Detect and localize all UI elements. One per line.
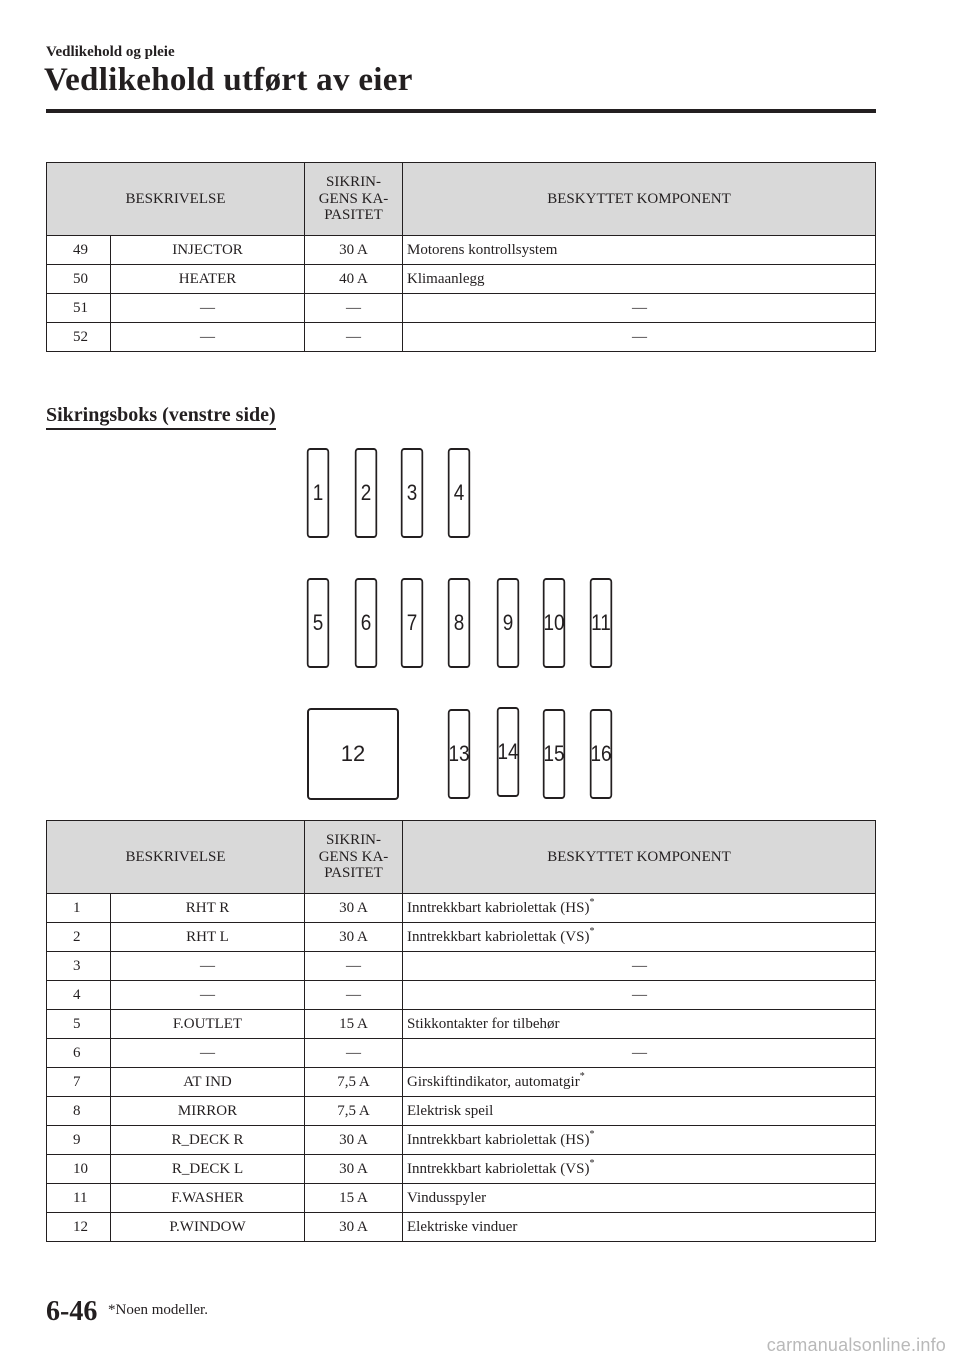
- fuse-number: 51: [47, 294, 111, 323]
- col-header-description: BESKRIVELSE: [47, 163, 305, 236]
- protected-component: Elektriske vinduer: [403, 1213, 876, 1242]
- protected-component: Elektrisk speil: [403, 1097, 876, 1126]
- fuse-number: 8: [47, 1097, 111, 1126]
- footnote-marker: *: [589, 925, 595, 937]
- footnote-marker: *: [589, 1157, 595, 1169]
- fuse-number: 50: [47, 265, 111, 294]
- fuse-description: R_DECK L: [111, 1155, 305, 1184]
- table-row: [47, 1155, 876, 1184]
- footnote-marker: *: [579, 1070, 585, 1082]
- section-label: Vedlikehold og pleie: [46, 44, 175, 60]
- fuse-number: 11: [47, 1184, 111, 1213]
- fuse-7: 7: [401, 578, 423, 668]
- table-row: [47, 952, 876, 981]
- fuse-number: 1: [47, 894, 111, 923]
- table-row: [47, 323, 876, 352]
- col-header-capacity: SIKRIN- GENS KA- PASITET: [305, 821, 403, 894]
- protected-component: —: [403, 981, 876, 1010]
- table-row: [47, 981, 876, 1010]
- fuse-capacity: 40 A: [305, 265, 403, 294]
- fuse-description: F.WASHER: [111, 1184, 305, 1213]
- fuse-number: 7: [47, 1068, 111, 1097]
- fuse-capacity: —: [305, 323, 403, 352]
- fuse-number: 12: [47, 1213, 111, 1242]
- fuse-capacity: —: [305, 1039, 403, 1068]
- footnote-marker: *: [589, 896, 595, 908]
- table-row: [47, 1213, 876, 1242]
- fuse-10: 10: [543, 578, 565, 668]
- fuse-table-bottom: [46, 820, 876, 1242]
- page-title: Vedlikehold utført av eier: [44, 62, 413, 98]
- fuse-12: 12: [307, 708, 399, 800]
- fuse-description: RHT R: [111, 894, 305, 923]
- fuse-description: F.OUTLET: [111, 1010, 305, 1039]
- fuse-14: 14: [497, 707, 519, 797]
- fuse-4: 4: [448, 448, 470, 538]
- page-number: 6-46: [46, 1296, 98, 1327]
- watermark: carmanualsonline.info: [766, 1335, 946, 1355]
- protected-component: Girskiftindikator, automatgir*: [403, 1068, 876, 1097]
- fuse-8: 8: [448, 578, 470, 668]
- fuse-number: 4: [47, 981, 111, 1010]
- fuse-number: 52: [47, 323, 111, 352]
- table-row: [47, 1126, 876, 1155]
- table-row: [47, 923, 876, 952]
- protected-component: Inntrekkbart kabriolettak (VS)*: [403, 1155, 876, 1184]
- table-row: [47, 265, 876, 294]
- col-header-component: BESKYTTET KOMPONENT: [403, 163, 876, 236]
- fuse-9: 9: [497, 578, 519, 668]
- fuse-capacity: 30 A: [305, 1126, 403, 1155]
- fuse-15: 15: [543, 709, 565, 799]
- col-header-capacity: SIKRIN- GENS KA- PASITET: [305, 163, 403, 236]
- table-row: [47, 1010, 876, 1039]
- fuse-description: INJECTOR: [111, 236, 305, 265]
- fuse-description: R_DECK R: [111, 1126, 305, 1155]
- fuse-description: —: [111, 1039, 305, 1068]
- fuse-capacity: —: [305, 981, 403, 1010]
- footnote-marker: *: [589, 1128, 595, 1140]
- protected-component: —: [403, 952, 876, 981]
- table-row: [47, 1184, 876, 1213]
- subheading: Sikringsboks (venstre side): [46, 404, 276, 430]
- fuse-5: 5: [307, 578, 329, 668]
- table-row: [47, 894, 876, 923]
- table-row: [47, 1068, 876, 1097]
- fuse-description: HEATER: [111, 265, 305, 294]
- fuse-number: 49: [47, 236, 111, 265]
- col-header-description: BESKRIVELSE: [47, 821, 305, 894]
- fuse-capacity: 15 A: [305, 1184, 403, 1213]
- fuse-number: 10: [47, 1155, 111, 1184]
- table-row: [47, 1039, 876, 1068]
- fuse-table-top: [46, 162, 876, 352]
- fuse-capacity: —: [305, 952, 403, 981]
- fuse-13: 13: [448, 709, 470, 799]
- protected-component: Inntrekkbart kabriolettak (HS)*: [403, 1126, 876, 1155]
- protected-component: Stikkontakter for tilbehør: [403, 1010, 876, 1039]
- fuse-3: 3: [401, 448, 423, 538]
- fuse-number: 3: [47, 952, 111, 981]
- protected-component: Inntrekkbart kabriolettak (HS)*: [403, 894, 876, 923]
- fuse-capacity: 30 A: [305, 1155, 403, 1184]
- table-row: [47, 294, 876, 323]
- fuse-description: RHT L: [111, 923, 305, 952]
- fuse-description: MIRROR: [111, 1097, 305, 1126]
- fuse-capacity: 30 A: [305, 894, 403, 923]
- fuse-number: 9: [47, 1126, 111, 1155]
- fuse-capacity: 7,5 A: [305, 1068, 403, 1097]
- protected-component: Vindusspyler: [403, 1184, 876, 1213]
- protected-component: —: [403, 1039, 876, 1068]
- fuse-description: —: [111, 323, 305, 352]
- protected-component: Inntrekkbart kabriolettak (VS)*: [403, 923, 876, 952]
- fuse-6: 6: [355, 578, 377, 668]
- table-row: [47, 236, 876, 265]
- fuse-capacity: 30 A: [305, 1213, 403, 1242]
- fuse-capacity: 7,5 A: [305, 1097, 403, 1126]
- fuse-description: P.WINDOW: [111, 1213, 305, 1242]
- heading-rule: [46, 109, 876, 113]
- fuse-capacity: 30 A: [305, 923, 403, 952]
- fuse-1: 1: [307, 448, 329, 538]
- fuse-16: 16: [590, 709, 612, 799]
- fuse-number: 5: [47, 1010, 111, 1039]
- footnote: *Noen modeller.: [108, 1302, 208, 1318]
- protected-component: Motorens kontrollsystem: [403, 236, 876, 265]
- protected-component: —: [403, 323, 876, 352]
- protected-component: —: [403, 294, 876, 323]
- fuse-description: —: [111, 981, 305, 1010]
- fuse-description: —: [111, 294, 305, 323]
- fuse-description: —: [111, 952, 305, 981]
- fuse-description: AT IND: [111, 1068, 305, 1097]
- table-row: [47, 1097, 876, 1126]
- fuse-2: 2: [355, 448, 377, 538]
- fuse-capacity: 15 A: [305, 1010, 403, 1039]
- fuse-number: 6: [47, 1039, 111, 1068]
- protected-component: Klimaanlegg: [403, 265, 876, 294]
- fuse-capacity: 30 A: [305, 236, 403, 265]
- fuse-capacity: —: [305, 294, 403, 323]
- col-header-component: BESKYTTET KOMPONENT: [403, 821, 876, 894]
- fuse-number: 2: [47, 923, 111, 952]
- fuse-11: 11: [590, 578, 612, 668]
